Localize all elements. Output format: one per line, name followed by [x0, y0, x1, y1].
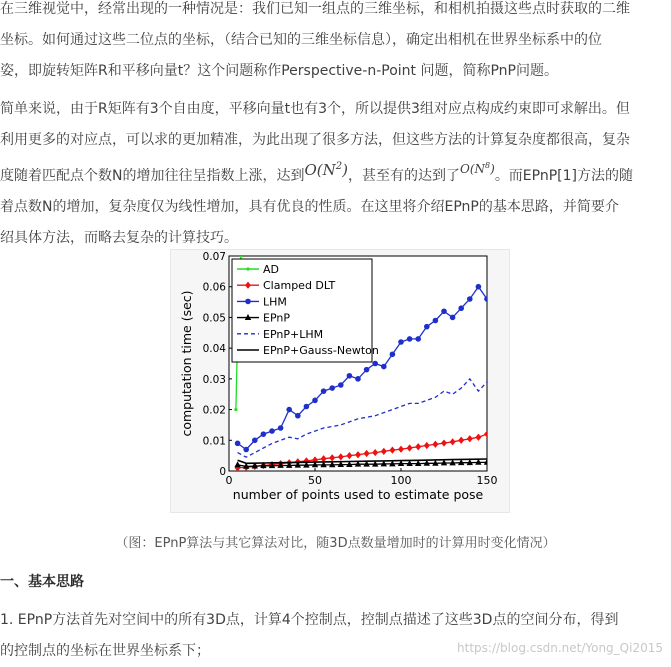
- legend-label-lhm: LHM: [263, 295, 287, 309]
- legend-label-epnp-gauss-newton: EPnP+Gauss-Newton: [263, 344, 379, 357]
- chart-svg: [171, 250, 509, 512]
- data-point: [286, 407, 292, 413]
- data-point: [321, 388, 327, 394]
- data-point: [398, 339, 404, 345]
- data-point: [424, 324, 430, 330]
- section-heading: 一、基本思路: [0, 574, 84, 590]
- data-point: [312, 398, 318, 404]
- y-tick-label: 0.05: [202, 312, 226, 325]
- x-tick-label: 50: [308, 474, 322, 487]
- chart-figure: [170, 249, 510, 513]
- data-point: [239, 254, 242, 257]
- data-point: [252, 437, 258, 443]
- data-point: [347, 373, 353, 379]
- intro-line-3: 姿，即旋转矩阵R和平移向量t？这个问题称作Perspective-n-Point 问题，简称PnP问题。: [0, 63, 558, 79]
- data-point: [329, 385, 335, 391]
- complexity-line-4: 着点数N的增加，复杂度仅为线性增加，具有优良的性质。在这里将介绍EPnP的基本思路，并简要介: [0, 199, 619, 215]
- complexity-line-1: 简单来说，由于R矩阵有3个自由度，平移向量t也有3个，所以提供3组对应点构成约束即可求解出。但: [0, 101, 630, 117]
- complexity-line-3-end: 。而EPnP[1]方法的随: [494, 168, 634, 184]
- data-point: [372, 361, 378, 367]
- data-point: [381, 364, 387, 370]
- legend-label-epnp-lhm: EPnP+LHM: [263, 327, 324, 341]
- y-tick-label: 0.02: [202, 404, 226, 417]
- y-tick-label: 0: [219, 466, 226, 478]
- intro-paragraph: [0, 0, 671, 87]
- data-point: [467, 296, 473, 302]
- x-tick-label: 100: [390, 474, 412, 487]
- y-axis-label: computation time (sec): [179, 290, 194, 437]
- complexity-line-3-mid: ，甚至有的达到了: [348, 168, 460, 184]
- data-point: [261, 431, 267, 437]
- y-tick-label: 0.07: [202, 251, 226, 263]
- data-point: [295, 413, 301, 419]
- data-point: [476, 284, 482, 290]
- data-point: [433, 318, 439, 324]
- complexity-paragraph: [0, 94, 671, 254]
- y-tick-label: 0.01: [202, 435, 226, 448]
- complexity-line-5: 绍具体方法，而略去复杂的计算技巧。: [0, 230, 238, 246]
- data-point: [234, 408, 237, 411]
- watermark: https://blog.csdn.net/Yong_Qi2015: [457, 641, 663, 655]
- legend-label-epnp: EPnP: [263, 311, 290, 325]
- step-1-line-1: 1. EPnP方法首先对空间中的所有3D点，计算4个控制点，控制点描述了这些3D点的空间分布，得到: [0, 612, 619, 628]
- formula-o-n-eighth: $O(N^8)$: [460, 161, 495, 176]
- data-point: [246, 267, 249, 270]
- formula-o-n-squared: $O(N^2)$: [304, 161, 348, 179]
- intro-line-2: 坐标。如何通过这些二位点的坐标，（结合已知的三维坐标信息），确定出相机在世界坐标系中的位: [0, 32, 602, 48]
- data-point: [243, 447, 249, 453]
- y-tick-label: 0.04: [202, 343, 226, 356]
- x-tick-label: 0: [225, 474, 233, 487]
- legend-label-ad: AD: [263, 263, 279, 276]
- figure-caption: （图：EPnP算法与其它算法对比，随3D点数量增加时的计算用时变化情况）: [115, 536, 556, 551]
- data-point: [269, 428, 275, 434]
- x-tick-label: 150: [476, 474, 498, 487]
- y-tick-label: 0.06: [202, 281, 226, 294]
- data-point: [441, 308, 447, 314]
- data-point: [450, 315, 456, 321]
- data-point: [364, 367, 370, 373]
- data-point: [415, 336, 421, 342]
- data-point: [390, 351, 396, 357]
- legend-label-clamped-dlt: Clamped DLT: [263, 279, 336, 293]
- data-point: [355, 376, 361, 382]
- data-point: [278, 425, 284, 431]
- data-point: [458, 305, 464, 311]
- data-point: [245, 299, 251, 305]
- complexity-line-2: 利用更多的对应点，可以求的更加精准，为此出现了很多方法，但这些方法的计算复杂度都很高，复杂: [0, 132, 630, 148]
- data-point: [407, 336, 413, 342]
- data-point: [235, 441, 241, 447]
- step-1-line-2: 的控制点的坐标在世界坐标系下；: [0, 643, 210, 659]
- y-tick-label: 0.03: [202, 373, 226, 386]
- data-point: [304, 404, 310, 410]
- data-point: [484, 296, 490, 302]
- intro-line-1: 在三维视觉中，经常出现的一种情况是：我们已知一组点的三维坐标，和相机拍摄这些点时获取的二维: [0, 1, 630, 17]
- data-point: [338, 382, 344, 388]
- complexity-line-3-start: 度随着匹配点个数N的增加往往呈指数上涨，达到: [0, 168, 305, 184]
- x-axis-label: number of points used to estimate pose: [232, 487, 484, 502]
- step-1-paragraph: [0, 605, 671, 667]
